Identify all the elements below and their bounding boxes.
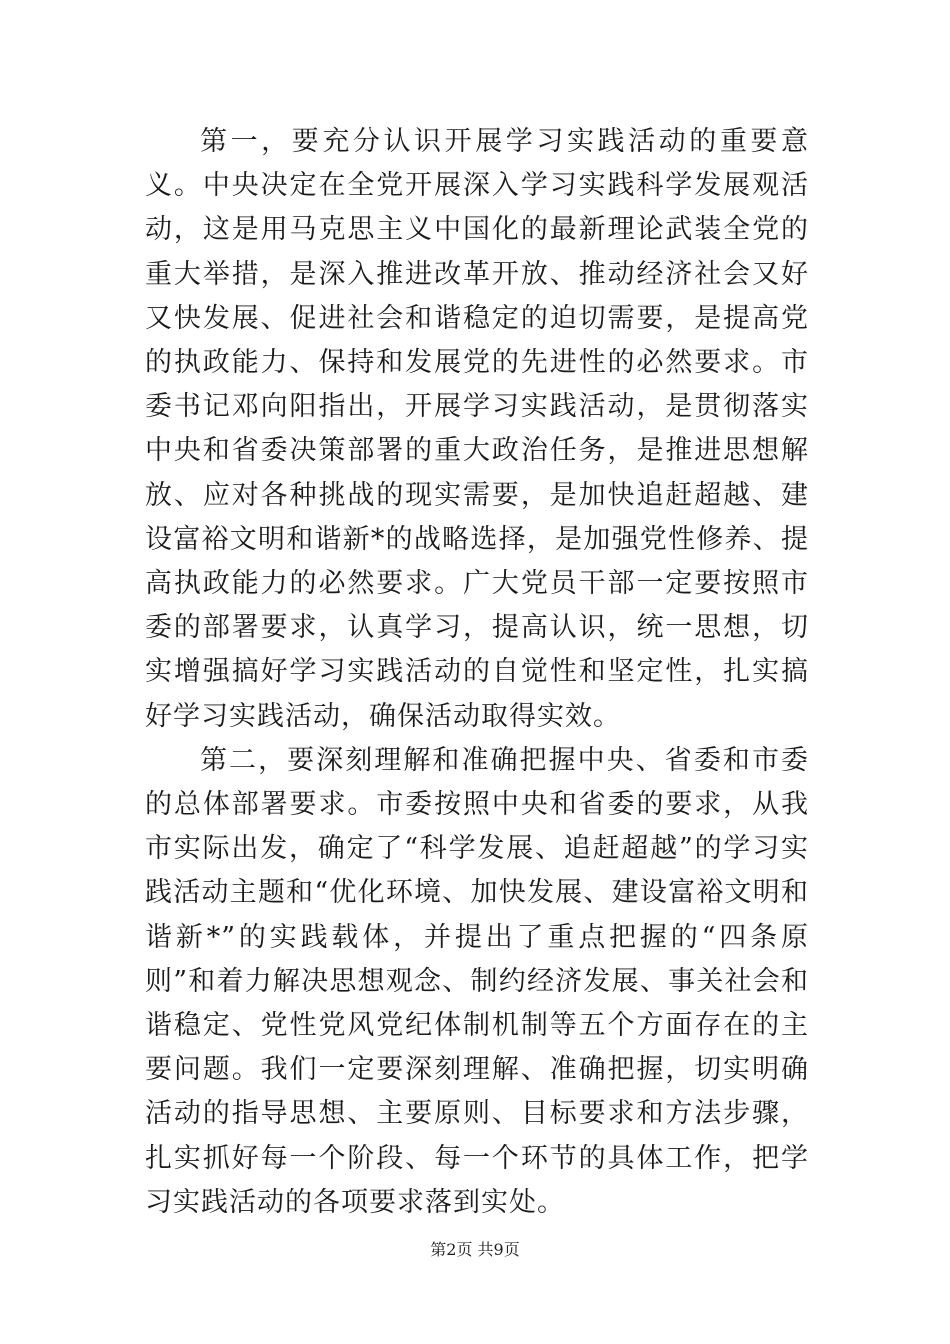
page-number: 第2页 共9页 bbox=[430, 1240, 520, 1259]
page-footer bbox=[0, 1240, 950, 1260]
paragraph-1: 第一，要充分认识开展学习实践活动的重要意义。中央决定在全党开展深入学习实践科学发展观活动，这是用马克思主义中国化的最新理论武装全党的重大举措，是深入推进改革开放、推动经济社会又好又快发展、促进社会和谐稳定的迫切需要，是提高党的执政能力、保持和发展党的先进性的必然要求。市委书记邓向阳指出，开展学习实践活动，是贯彻落实中央和省委决策部署的重大政治任务，是推进思想解放、应对各种挑战的现实需要，是加快追赶超越、建设富裕文明和谐新*的战略选择，是加强党性修养、提高执政能力的必然要求。广大党员干部一定要按照市委的部署要求，认真学习，提高认识，统一思想，切实增强搞好学习实践活动的自觉性和坚定性，扎实搞好学习实践活动，确保活动取得实效。 bbox=[145, 126, 809, 732]
paragraph-2: 第二，要深刻理解和准确把握中央、省委和市委的总体部署要求。市委按照中央和省委的要求，从我市实际出发，确定了“科学发展、追赶超越”的学习实践活动主题和“优化环境、加快发展、建设富裕文明和谐新*”的实践载体，并提出了重点把握的“四条原则”和着力解决思想观念、制约经济发展、事关社会和谐稳定、党性党风党纪体制机制等五个方面存在的主要问题。我们一定要深刻理解、准确把握，切实明确活动的指导思想、主要原则、目标要求和方法步骤，扎实抓好每一个阶段、每一个环节的具体工作，把学习实践活动的各项要求落到实处。 bbox=[145, 744, 809, 1218]
document-body bbox=[145, 120, 809, 1225]
